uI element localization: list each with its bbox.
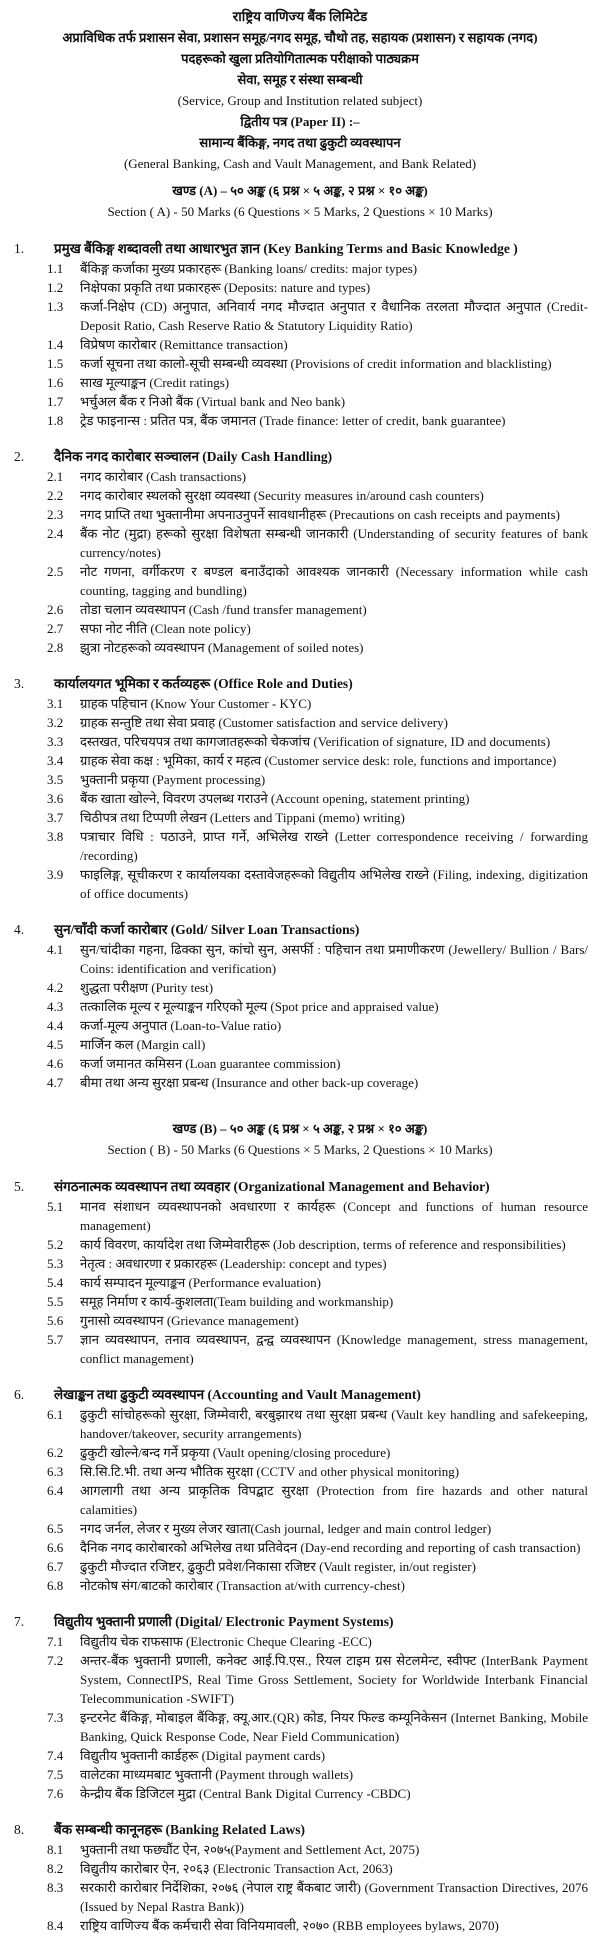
subject-nepali: सेवा, समूह र संस्था सम्बन्धी [237,72,363,87]
item-number: 1.5 [47,356,64,371]
syllabus-item [10,1878,590,1916]
item-text: ग्राहक सेवा कक्ष : भूमिका, कार्य र महत्व (Customer service desk: role, functions and importance) [80,753,557,768]
item-number: 3.6 [47,791,64,806]
syllabus-section [10,1820,590,1935]
item-text: सुन/चांदीका गहना, ढिक्का सुन, कांचो सुन, असर्फी : पहिचान तथा प्रमाणीकरण (Jewellery/ Bullion / Bars/ Coins: identification and verification) [80,942,588,976]
item-text: नोटकोष संग/बाटको कारोबार (Transaction at/with currency-chest) [80,1578,405,1593]
item-number: 5.2 [47,1237,64,1252]
item-number: 4.7 [47,1075,64,1090]
syllabus-item [10,467,590,486]
item-number: 5.1 [47,1199,64,1214]
item-text: मार्जिन कल (Margin call) [80,1037,206,1052]
syllabus-item [10,278,590,297]
section-number: 1. [14,241,25,256]
section-items [10,694,590,903]
section-heading [10,447,590,466]
item-text: ज्ञान व्यवस्थापन, तनाव व्यवस्थापन, द्वन्द्व व्यवस्थापन (Knowledge management, stress management, conflict management) [80,1332,588,1366]
item-number: 4.3 [47,999,64,1014]
section-heading [10,920,590,939]
item-text: नोट गणना, वर्गीकरण र बण्डल बनाउँदाको आवश्यक जानकारी (Necessary information while cash counting, tagging and bundling) [80,564,588,598]
item-number: 3.8 [47,829,64,844]
item-number: 8.3 [47,1880,64,1895]
item-text: ढुकुटी मौज्दात रजिष्टर, ढुकुटी प्रवेश/निकासा रजिष्टर (Vault register, in/out register) [80,1559,476,1574]
syllabus-item [10,770,590,789]
item-text: दैनिक नगद कारोबारको अभिलेख तथा प्रतिवेदन (Day-end recording and reporting of cash transaction) [80,1540,581,1555]
item-text: कर्जा सूचना तथा कालो-सूची सम्बन्धी व्यवस्था (Provisions of credit information and blacklisting) [80,356,552,371]
syllabus-item [10,1519,590,1538]
section-a-content [10,239,590,1092]
syllabus-item [10,1481,590,1519]
item-number: 2.6 [47,602,64,617]
syllabus-item [10,1235,590,1254]
item-text: कर्जा-मूल्य अनुपात (Loan-to-Value ratio) [80,1018,282,1033]
item-number: 7.1 [47,1634,64,1649]
syllabus-item [10,259,590,278]
item-number: 1.3 [47,299,64,314]
section-title: दैनिक नगद कारोबार सञ्चालन (Daily Cash Handling) [54,449,333,464]
section-title: प्रमुख बैंकिङ्ग शब्दावली तथा आधारभुत ज्ञान (Key Banking Terms and Basic Knowledge ) [54,241,518,256]
item-text: ढुकुटी खोल्ने/बन्द गर्ने प्रकृया (Vault opening/closing procedure) [80,1445,391,1460]
section-number: 2. [14,449,25,464]
item-number: 6.8 [47,1578,64,1593]
section-title: लेखाङ्कन तथा ढुकुटी व्यवस्थापन (Accounting and Vault Management) [54,1387,421,1402]
item-number: 2.8 [47,640,64,655]
section-a-marks-nepali: खण्ड (A) – ५० अङ्क (६ प्रश्न × ५ अङ्क, २ प्रश्न × १० अङ्क) [172,183,428,198]
syllabus-item [10,1557,590,1576]
item-text: राष्ट्रिय वाणिज्य बैंक कर्मचारी सेवा विनियमावली, २०७० (RBB employees bylaws, 2070) [80,1918,499,1933]
item-number: 3.9 [47,867,64,882]
item-text: शुद्धता परीक्षण (Purity test) [80,980,214,995]
paper-number-line: द्वितीय पत्र (Paper II) :– [240,114,360,129]
syllabus-item [10,1016,590,1035]
section-number: 4. [14,922,25,937]
item-number: 7.5 [47,1767,64,1782]
item-number: 1.2 [47,280,64,295]
syllabus-item [10,1576,590,1595]
syllabus-item [10,1746,590,1765]
syllabus-item [10,354,590,373]
section-items [10,940,590,1092]
item-number: 2.1 [47,469,64,484]
item-number: 2.2 [47,488,64,503]
syllabus-section [10,920,590,1092]
syllabus-item [10,1784,590,1803]
section-title: कार्यालयगत भूमिका र कर्तव्यहरू (Office Role and Duties) [54,676,353,691]
item-number: 2.5 [47,564,64,579]
syllabus-item [10,1462,590,1481]
item-number: 4.5 [47,1037,64,1052]
syllabus-item [10,1443,590,1462]
item-number: 8.2 [47,1861,64,1876]
syllabus-item [10,694,590,713]
syllabus-section [10,1612,590,1803]
item-text: साख मूल्याङ्कन (Credit ratings) [80,375,230,390]
syllabus-item [10,1330,590,1368]
item-text: अन्तर-बैंक भुक्तानी प्रणाली, कनेक्ट आई.पि.एस., रियल टाइम ग्रस सेटलमेन्ट, स्वीफ्ट (InterBank Payment System, ConnectIPS, Real Time Gross Settlement, Society for Worldwide Interbank Financial Telecommunication -SWIFT) [80,1653,588,1706]
section-a-marks-english: Section ( A) - 50 Marks (6 Questions × 5 Marks, 2 Questions × 10 Marks) [107,204,493,219]
syllabus-item [10,997,590,1016]
item-text: तोडा चलान व्यवस्थापन (Cash /fund transfer management) [80,602,367,617]
subject-english: (Service, Group and Institution related subject) [177,93,423,108]
item-number: 6.6 [47,1540,64,1555]
section-heading [10,674,590,693]
item-text: सि.सि.टि.भी. तथा अन्य भौतिक सुरक्षा (CCTV and other physical monitoring) [80,1464,460,1479]
syllabus-item [10,1708,590,1746]
item-text: ग्राहक पहिचान (Know Your Customer - KYC) [80,696,312,711]
syllabus-item [10,1405,590,1443]
section-number: 5. [14,1179,25,1194]
syllabus-item [10,1197,590,1235]
item-number: 6.7 [47,1559,64,1574]
section-title: विद्युतीय भुक्तानी प्रणाली (Digital/ Electronic Payment Systems) [54,1614,394,1629]
syllabus-item [10,1916,590,1935]
section-heading [10,1612,590,1631]
item-text: कार्य सम्पादन मूल्याङ्कन (Performance evaluation) [80,1275,321,1290]
item-text: मानव संशाधन व्यवस्थापनको अवधारणा र कार्यहरू (Concept and functions of human resource management) [80,1199,588,1233]
item-text: बैंक नोट (मुद्रा) हरूको सुरक्षा विशेषता सम्बन्धी जानकारी (Understanding of security features of bank currency/notes) [80,526,588,560]
item-number: 4.4 [47,1018,64,1033]
item-number: 5.5 [47,1294,64,1309]
syllabus-item [10,486,590,505]
syllabus-item [10,1054,590,1073]
item-text: ट्रेड फाइनान्स : प्रतित पत्र, बैंक जमानत (Trade finance: letter of credit, bank guarantee) [80,413,506,428]
item-text: कर्जा-निक्षेप (CD) अनुपात, अनिवार्य नगद मौज्दात अनुपात र वैधानिक तरलता मौज्दात अनुपात (Credit-Deposit Ratio, Cash Reserve Ratio & Statutory Liquidity Ratio) [80,299,588,333]
paper-title-english: (General Banking, Cash and Vault Management, and Bank Related) [123,156,477,171]
section-items [10,467,590,657]
syllabus-item [10,619,590,638]
item-text: बीमा तथा अन्य सुरक्षा प्रबन्ध (Insurance and other back-up coverage) [80,1075,419,1090]
syllabus-item [10,713,590,732]
item-text: भर्चुअल बैंक र निओ बैंक (Virtual bank and Neo bank) [80,394,346,409]
section-b-banner [10,1118,590,1160]
section-items [10,1197,590,1368]
item-text: समूह निर्माण र कार्य-कुशलता(Team building and workmanship) [80,1294,394,1309]
item-text: भुक्तानी तथा फछ्यौंट ऐन, २०७५(Payment and Settlement Act, 2075) [80,1842,420,1857]
section-a-banner [10,180,590,222]
item-number: 1.8 [47,413,64,428]
item-text: विप्रेषण कारोबार (Remittance transaction) [80,337,288,352]
item-text: भुक्तानी प्रकृया (Payment processing) [80,772,266,787]
item-number: 3.7 [47,810,64,825]
syllabus-section [10,1177,590,1368]
item-number: 3.4 [47,753,64,768]
item-text: निक्षेपका प्रकृति तथा प्रकारहरू (Deposits: nature and types) [80,280,371,295]
syllabus-item [10,1840,590,1859]
item-number: 8.1 [47,1842,64,1857]
item-number: 5.7 [47,1332,64,1347]
bank-name: राष्ट्रिय वाणिज्य बैंक लिमिटेड [232,9,368,24]
item-number: 5.6 [47,1313,64,1328]
syllabus-item [10,865,590,903]
section-heading [10,239,590,258]
item-text: कार्य विवरण, कार्यादेश तथा जिम्मेवारीहरू (Job description, terms of reference and responsibilities) [80,1237,566,1252]
item-number: 1.6 [47,375,64,390]
syllabus-item [10,940,590,978]
section-b-content [10,1177,590,1935]
item-number: 7.3 [47,1710,64,1725]
section-title: बैंक सम्बन्धी कानूनहरू (Banking Related Laws) [54,1822,305,1837]
syllabus-item [10,1035,590,1054]
item-text: विद्युतीय भुक्तानी कार्डहरू (Digital payment cards) [80,1748,326,1763]
section-b-marks-english: Section ( B) - 50 Marks (6 Questions × 5 Marks, 2 Questions × 10 Marks) [107,1142,493,1157]
item-number: 2.7 [47,621,64,636]
item-number: 8.4 [47,1918,64,1933]
syllabus-item [10,827,590,865]
item-number: 5.4 [47,1275,64,1290]
item-number: 3.1 [47,696,64,711]
item-text: बैंकिङ्ग कर्जाका मुख्य प्रकारहरू (Banking loans/ credits: major types) [80,261,418,276]
item-number: 4.2 [47,980,64,995]
item-number: 6.2 [47,1445,64,1460]
item-number: 7.2 [47,1653,64,1668]
syllabus-section [10,239,590,430]
document-header [10,6,590,174]
item-text: चिठीपत्र तथा टिप्पणी लेखन (Letters and Tippani (memo) writing) [80,810,405,825]
item-number: 1.4 [47,337,64,352]
item-text: सरकारी कारोबार निर्देशिका, २०७६ (नेपाल राष्ट्र बैंकबाट जारी) (Government Transaction Directives, 2076 (Issued by Nepal Rastra Bank)) [80,1880,588,1914]
item-text: फाइलिङ्ग, सूचीकरण र कार्यालयका दस्तावेजहरूको विद्युतीय अभिलेख राख्ने (Filing, indexing, digitization of office documents) [80,867,588,901]
syllabus-item [10,1632,590,1651]
item-number: 5.3 [47,1256,64,1271]
syllabus-section [10,1385,590,1595]
section-heading [10,1177,590,1196]
item-text: बैंक खाता खोल्ने, विवरण उपलब्ध गराउने (Account opening, statement printing) [80,791,470,806]
syllabus-item [10,978,590,997]
item-number: 1.7 [47,394,64,409]
syllabus-item [10,1073,590,1092]
item-number: 6.1 [47,1407,64,1422]
item-text: पत्राचार विधि : पठाउने, प्राप्त गर्ने, अभिलेख राख्ने (Letter correspondence receiving / forwarding /recording) [80,829,588,863]
item-number: 6.4 [47,1483,64,1498]
item-text: कर्जा जमानत कमिसन (Loan guarantee commission) [80,1056,341,1071]
syllabus-section [10,674,590,903]
item-number: 3.3 [47,734,64,749]
syllabus-item [10,1859,590,1878]
syllabus-item [10,732,590,751]
item-text: ग्राहक सन्तुष्टि तथा सेवा प्रवाह (Customer satisfaction and service delivery) [80,715,448,730]
section-title: सुन/चाँदी कर्जा कारोबार (Gold/ Silver Loan Transactions) [54,922,360,937]
section-number: 6. [14,1387,25,1402]
item-number: 7.4 [47,1748,64,1763]
item-number: 7.6 [47,1786,64,1801]
item-text: झुत्रा नोटहरूको व्यवस्थापन (Management of soiled notes) [80,640,364,655]
section-number: 7. [14,1614,25,1629]
syllabus-item [10,392,590,411]
item-text: नगद प्राप्ति तथा भुक्तानीमा अपनाउनुपर्ने सावधानीहरू (Precautions on cash receipts and payments) [80,507,561,522]
syllabus-item [10,562,590,600]
item-text: विद्युतीय चेक राफसाफ (Electronic Cheque Clearing -ECC) [80,1634,372,1649]
item-text: दस्तखत, परिचयपत्र तथा कागजातहरूको चेकजांच (Verification of signature, ID and documents) [80,734,551,749]
item-number: 4.1 [47,942,64,957]
syllabus-item [10,751,590,770]
item-number: 4.6 [47,1056,64,1071]
syllabus-item [10,1651,590,1708]
item-text: तत्कालिक मूल्य र मूल्याङ्कन गरिएको मूल्य (Spot price and appraised value) [80,999,439,1014]
item-number: 6.3 [47,1464,64,1479]
syllabus-item [10,373,590,392]
item-number: 1.1 [47,261,64,276]
section-heading [10,1385,590,1404]
item-text: नगद कारोबार स्थलको सुरक्षा व्यवस्था (Security measures in/around cash counters) [80,488,484,503]
section-items [10,1632,590,1803]
item-text: ढुकुटी सांचोहरूको सुरक्षा, जिम्मेवारी, बरबुझारथ तथा सुरक्षा प्रबन्ध (Vault key handling and safekeeping, handover/takeover, security arrangements) [80,1407,588,1441]
syllabus-section [10,447,590,657]
item-text: केन्द्रीय बैंक डिजिटल मुद्रा (Central Bank Digital Currency -CBDC) [80,1786,411,1801]
section-number: 8. [14,1822,25,1837]
item-text: गुनासो व्यवस्थापन (Grievance management) [80,1313,299,1328]
service-group-line: अप्राविधिक तर्फ प्रशासन सेवा, प्रशासन समूह/नगद समूह, चौथो तह, सहायक (प्रशासन) र सहायक (नगद) [62,30,538,45]
item-text: इन्टरनेट बैंकिङ्ग, मोबाइल बैंकिङ्ग, क्यू.आर.(QR) कोड, नियर फिल्ड कम्यूनिकेसन (Internet Banking, Mobile Banking, Quick Response Code, Near Field Communication) [80,1710,588,1744]
syllabus-item [10,789,590,808]
section-items [10,1840,590,1935]
item-text: नगद कारोबार (Cash transactions) [80,469,247,484]
item-text: नगद जर्नल, लेजर र मुख्य लेजर खाता(Cash journal, ledger and main control ledger) [80,1521,492,1536]
item-number: 3.2 [47,715,64,730]
section-items [10,259,590,430]
syllabus-item [10,1292,590,1311]
syllabus-item [10,505,590,524]
syllabus-item [10,1765,590,1784]
syllabus-item [10,1273,590,1292]
item-text: वालेटका माध्यमबाट भुक्तानी (Payment through wallets) [80,1767,354,1782]
item-text: सफा नोट नीति (Clean note policy) [80,621,251,636]
item-text: विद्युतीय कारोबार ऐन, २०६३ (Electronic Transaction Act, 2063) [80,1861,393,1876]
syllabus-item [10,600,590,619]
syllabus-item [10,335,590,354]
paper-title-nepali: सामान्य बैंकिङ्ग, नगद तथा ढुकुटी व्यवस्थापन [199,135,401,150]
syllabus-item [10,1538,590,1557]
section-title: संगठनात्मक व्यवस्थापन तथा व्यवहार (Organizational Management and Behavior) [54,1179,490,1194]
section-number: 3. [14,676,25,691]
syllabus-item [10,638,590,657]
syllabus-item [10,411,590,430]
item-number: 2.4 [47,526,64,541]
section-b-marks-nepali: खण्ड (B) – ५० अङ्क (६ प्रश्न × ५ अङ्क, २ प्रश्न × १० अङ्क) [172,1121,428,1136]
item-number: 6.5 [47,1521,64,1536]
exam-curriculum-line: पदहरूको खुला प्रतियोगितात्मक परीक्षाको पाठ्यक्रम [181,51,419,66]
syllabus-item [10,808,590,827]
syllabus-item [10,1311,590,1330]
item-number: 3.5 [47,772,64,787]
syllabus-item [10,297,590,335]
section-items [10,1405,590,1595]
syllabus-item [10,1254,590,1273]
item-number: 2.3 [47,507,64,522]
item-text: नेतृत्व : अवधारणा र प्रकारहरू (Leadership: concept and types) [80,1256,387,1271]
syllabus-item [10,524,590,562]
section-heading [10,1820,590,1839]
item-text: आगलागी तथा अन्य प्राकृतिक विपद्बाट सुरक्षा (Protection from fire hazards and other natural calamities) [80,1483,588,1517]
